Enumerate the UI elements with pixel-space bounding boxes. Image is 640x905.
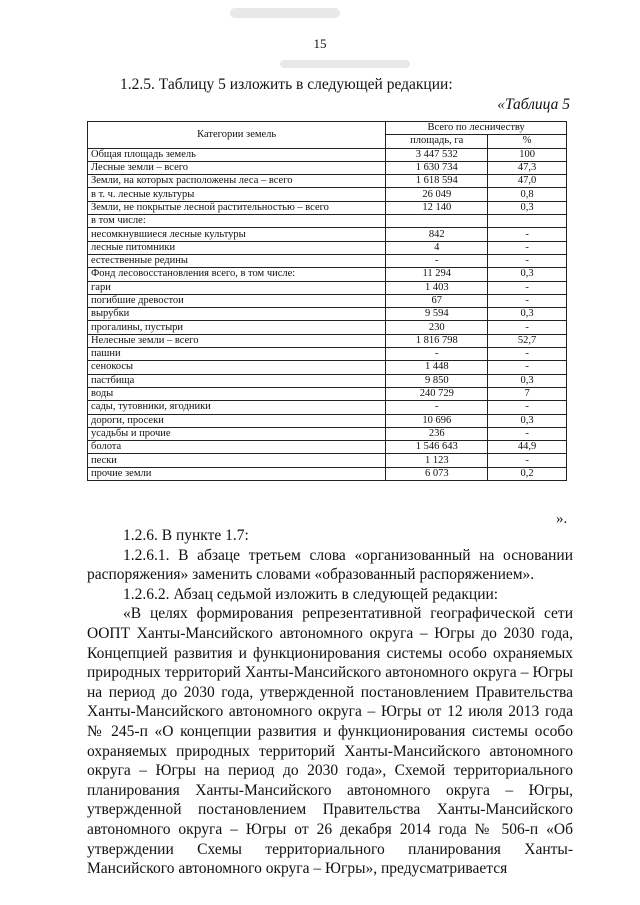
row-percent: - [488,427,567,440]
row-percent: 7 [488,387,567,400]
row-area: - [386,401,488,414]
row-area: 9 850 [386,374,488,387]
row-area: 1 403 [386,281,488,294]
table-row [88,374,567,387]
table-row [88,228,567,241]
row-area: 1 816 798 [386,334,488,347]
row-area: 10 696 [386,414,488,427]
row-percent: 0,3 [488,268,567,281]
table-row [88,454,567,467]
row-category: несомкнувшиеся лесные культуры [88,228,386,241]
row-category: естественные редины [88,254,386,267]
table-row [88,467,567,480]
paragraph: 1.2.6.1. В абзаце третьем слова «организованный на основании распоряжения» заменить словами «образованный распоряжением». [87,546,573,584]
row-category: прочие земли [88,467,386,480]
row-category: пески [88,454,386,467]
table-row [88,294,567,307]
row-percent [488,215,567,228]
header-total: Всего по лесничеству [386,122,567,135]
table-row [88,175,567,188]
table-row [88,148,567,161]
table-row [88,241,567,254]
row-category: лесные питомники [88,241,386,254]
row-category: Земли, на которых расположены леса – всего [88,175,386,188]
scan-smudge [280,60,410,68]
row-percent: 0,3 [488,201,567,214]
row-percent: - [488,361,567,374]
row-category: сады, тутовники, ягодники [88,401,386,414]
paragraph: 1.2.6. В пункте 1.7: [123,527,249,544]
row-percent: - [488,281,567,294]
table-row [88,414,567,427]
row-percent: 0,3 [488,308,567,321]
row-area: 6 073 [386,467,488,480]
header-percent: % [488,135,567,148]
row-area: 12 140 [386,201,488,214]
row-area: 26 049 [386,188,488,201]
row-area: 236 [386,427,488,440]
row-area: 3 447 532 [386,148,488,161]
table-row [88,427,567,440]
section-heading: 1.2.5. Таблицу 5 изложить в следующей редакции: [120,76,453,93]
row-category: гари [88,281,386,294]
row-area: - [386,348,488,361]
row-category: сенокосы [88,361,386,374]
row-category: усадьбы и прочие [88,427,386,440]
row-area: 67 [386,294,488,307]
row-area [386,215,488,228]
row-area: - [386,254,488,267]
land-categories-table [87,121,567,481]
table-label: «Таблица 5 [497,96,570,113]
table-row [88,361,567,374]
page-number: 15 [313,36,327,51]
row-category: в том числе: [88,215,386,228]
row-category: Лесные земли – всего [88,161,386,174]
row-area: 11 294 [386,268,488,281]
table-row [88,188,567,201]
table-row [88,215,567,228]
scan-smudge [230,8,340,18]
header-area: площадь, га [386,135,488,148]
row-category: Земли, не покрытые лесной растительностью – всего [88,201,386,214]
table-row [88,387,567,400]
header-category: Категории земель [88,122,386,149]
row-area: 230 [386,321,488,334]
row-category: дороги, просеки [88,414,386,427]
row-category: пастбища [88,374,386,387]
table-row [88,161,567,174]
row-category: вырубки [88,308,386,321]
paragraph: «В целях формирования репрезентативной географической сети ООПТ Ханты-Мансийского автономного округа – Югры до 2030 года, Концепцией развития и функционирования системы особо охраняемых природных территорий Ханты-Мансийского автономного округа – Югры на период до 2030 года, утвержденной постановлением Правительства Ханты-Мансийского автономного округа – Югры от 12 июля 2013 года № 245-п «О концепции развития и функционирования системы особо охраняемых природных территорий Ханты-Мансийского автономного округа – Югры на период до 2030 года», Схемой территориального планирования Ханты-Мансийского автономного округа – Югры, утвержденной постановлением Правительства Ханты-Мансийского автономного округа – Югры от 26 декабря 2014 года № 506-п «Об утверждении Схемы территориального планирования Ханты-Мансийского автономного округа – Югры», предусматривается [87,605,573,878]
row-percent: 0,3 [488,374,567,387]
table-row [88,401,567,414]
row-percent: 44,9 [488,441,567,454]
row-percent: 47,0 [488,175,567,188]
table-row [88,281,567,294]
row-percent: - [488,294,567,307]
table-row [88,268,567,281]
row-category: прогалины, пустыри [88,321,386,334]
table-row [88,348,567,361]
row-percent: 0,8 [488,188,567,201]
row-percent: 0,3 [488,414,567,427]
row-category: Фонд лесовосстановления всего, в том числе: [88,268,386,281]
row-category: пашни [88,348,386,361]
row-percent: 100 [488,148,567,161]
row-category: погибшие древостои [88,294,386,307]
row-area: 1 448 [386,361,488,374]
row-percent: 47,3 [488,161,567,174]
row-category: в т. ч. лесные культуры [88,188,386,201]
row-percent: - [488,401,567,414]
row-area: 9 594 [386,308,488,321]
table-row [88,321,567,334]
row-area: 1 546 643 [386,441,488,454]
row-area: 240 729 [386,387,488,400]
row-area: 1 618 594 [386,175,488,188]
row-percent: - [488,348,567,361]
row-category: воды [88,387,386,400]
row-percent: - [488,254,567,267]
row-percent: 0,2 [488,467,567,480]
table-row [88,308,567,321]
row-category: болота [88,441,386,454]
row-percent: - [488,454,567,467]
row-category: Общая площадь земель [88,148,386,161]
paragraph: 1.2.6.2. Абзац седьмой изложить в следующей редакции: [123,585,499,603]
quote-close: ». [556,511,568,527]
row-area: 842 [386,228,488,241]
table-row [88,201,567,214]
row-area: 1 630 734 [386,161,488,174]
row-area: 4 [386,241,488,254]
row-percent: - [488,241,567,254]
body-text [87,526,573,879]
row-percent: - [488,228,567,241]
row-area: 1 123 [386,454,488,467]
row-percent: 52,7 [488,334,567,347]
row-category: Нелесные земли – всего [88,334,386,347]
table-row [88,334,567,347]
table-row [88,254,567,267]
row-percent: - [488,321,567,334]
table-row [88,441,567,454]
